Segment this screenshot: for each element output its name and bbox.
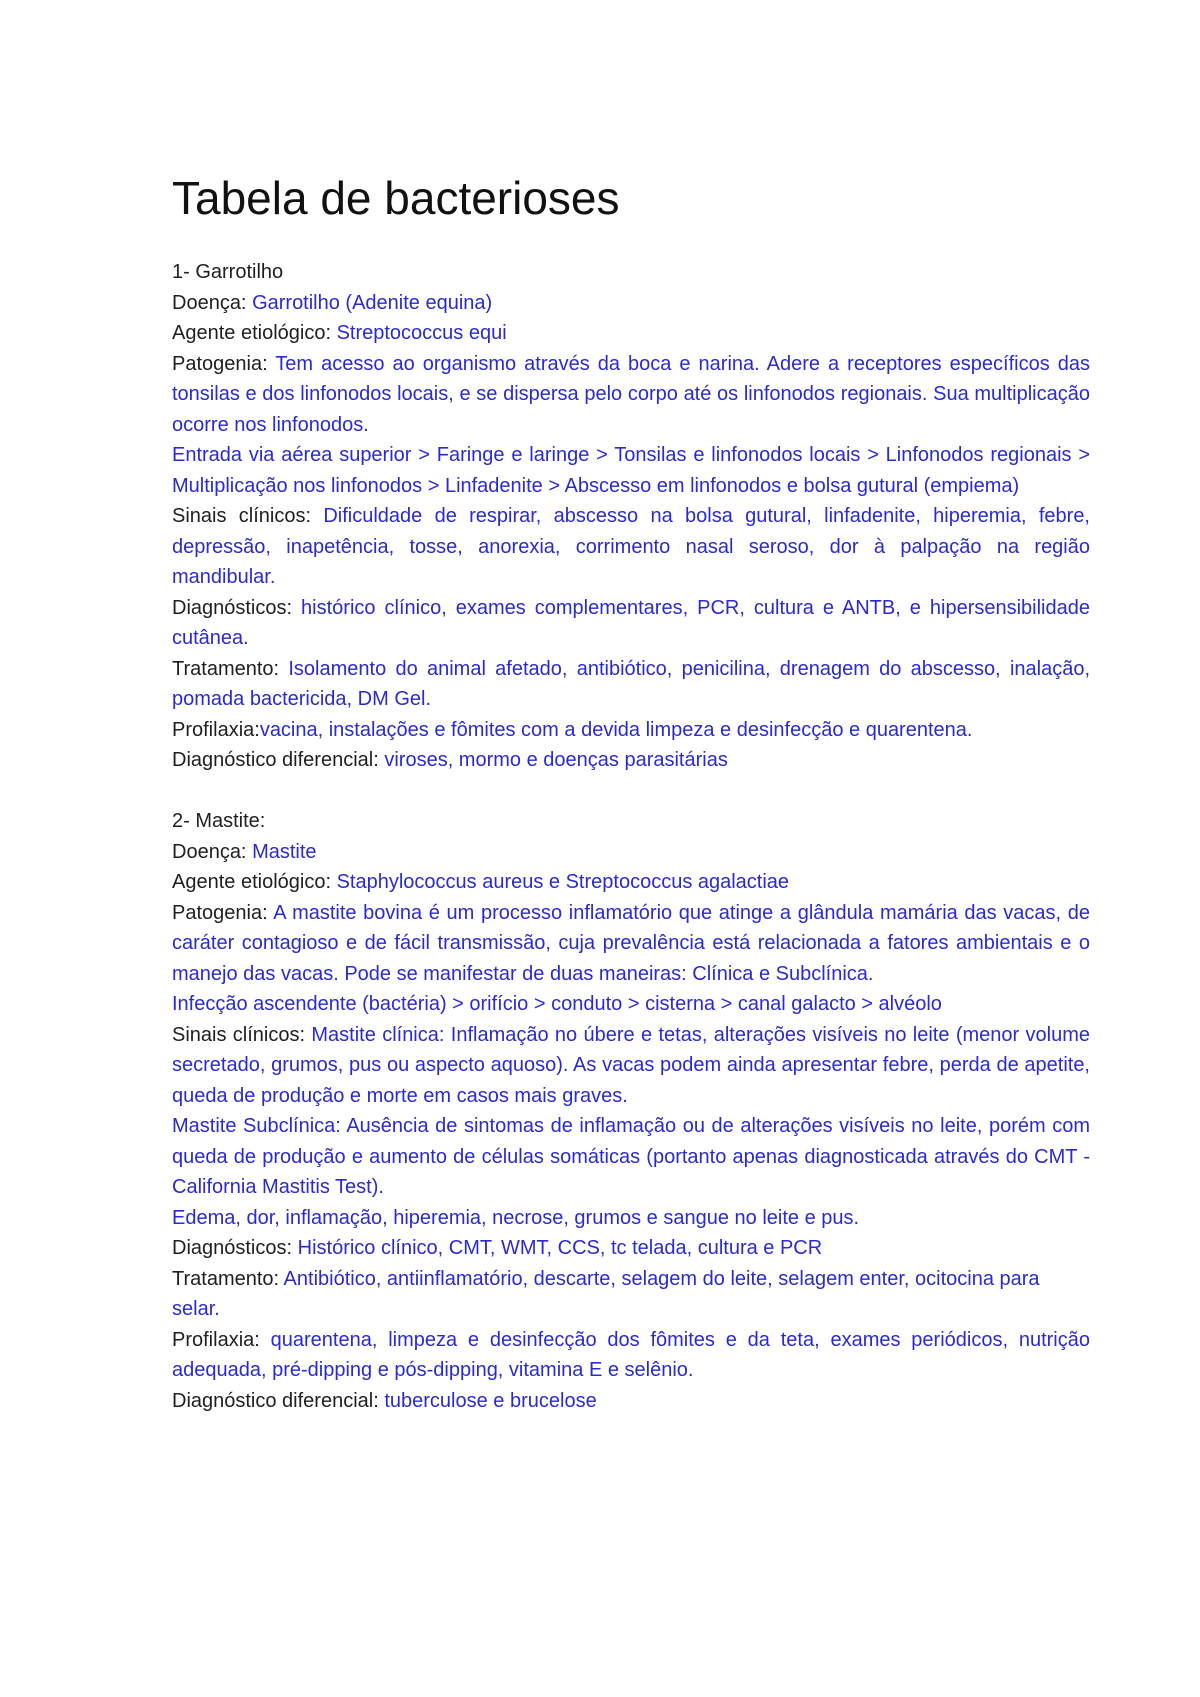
agent-line	[172, 318, 1090, 349]
differential-line	[172, 745, 1090, 776]
document-title: Tabela de bacterioses	[172, 172, 620, 224]
clinical-signs-value: Mastite clínica: Inflamação no úbere e tetas, alterações visíveis no leite (menor volume secretado, grumos, pus ou aspecto aquoso). As vacas podem ainda apresentar febre, perda de apetite, queda de produção e morte em casos mais graves.	[172, 1023, 1090, 1107]
clinical-signs-line	[172, 1020, 1090, 1112]
agent-value: Staphylococcus aureus e Streptococcus agalactiae	[336, 871, 790, 893]
section-heading: 1- Garrotilho	[172, 261, 284, 283]
diagnosis-value: Histórico clínico, CMT, WMT, CCS, tc telada, cultura e PCR	[297, 1237, 823, 1259]
clinical-signs-extra: Edema, dor, inflamação, hiperemia, necrose, grumos e sangue no leite e pus.	[172, 1206, 860, 1229]
diagnosis-label: Diagnósticos:	[172, 596, 302, 619]
pathogenesis-flow: Infecção ascendente (bactéria) > orifício > conduto > cisterna > canal galacto > alvéolo	[172, 993, 942, 1015]
pathogenesis-line	[172, 349, 1090, 441]
section-mastite	[172, 806, 1090, 1416]
diagnosis-label: Diagnósticos:	[172, 1237, 298, 1259]
agent-line	[172, 867, 1090, 898]
pathogenesis-label: Patogenia:	[172, 352, 276, 375]
differential-label: Diagnóstico diferencial:	[172, 749, 385, 771]
disease-label: Doença:	[172, 291, 253, 314]
treatment-line	[172, 1264, 1090, 1325]
diagnosis-line	[172, 1233, 1090, 1264]
clinical-signs-subclinical: Mastite Subclínica: Ausência de sintomas de inflamação ou de alterações visíveis no leite, porém com queda de produção e aumento de células somáticas (portanto apenas diagnosticada através do CMT - California Mastitis Test).	[172, 1115, 1090, 1198]
section-garrotilho	[172, 257, 1090, 776]
agent-value: Streptococcus equi	[336, 322, 507, 344]
disease-line	[172, 288, 1090, 319]
clinical-signs-value: Dificuldade de respirar, abscesso na bolsa gutural, linfadenite, hiperemia, febre, depressão, inapetência, tosse, anorexia, corrimento nasal seroso, dor à palpação na região mandibular.	[172, 505, 1090, 588]
disease-label: Doença:	[172, 840, 253, 863]
treatment-value: Antibiótico, antiinflamatório, descarte, selagem do leite, selagem enter, ocitocina para selar.	[172, 1267, 1040, 1320]
treatment-label: Tratamento:	[172, 657, 289, 680]
clinical-signs-label: Sinais clínicos:	[172, 1023, 312, 1046]
clinical-signs-line	[172, 501, 1090, 593]
differential-label: Diagnóstico diferencial:	[172, 1389, 385, 1412]
prophylaxis-label: Profilaxia:	[172, 1328, 271, 1351]
clinical-signs-label: Sinais clínicos:	[172, 505, 324, 527]
document-page	[172, 170, 1090, 1416]
pathogenesis-flow: Entrada via aérea superior > Faringe e laringe > Tonsilas e linfonodos locais > Linfonodos regionais > Multiplicação nos linfonodos > Linfadenite > Abscesso em linfonodos e bolsa gutural (empiema)	[172, 444, 1090, 497]
treatment-label: Tratamento:	[172, 1267, 284, 1290]
differential-line	[172, 1386, 1090, 1417]
differential-value: viroses, mormo e doenças parasitárias	[384, 749, 728, 771]
agent-label: Agente etiológico:	[172, 322, 337, 344]
treatment-value: Isolamento do animal afetado, antibiótico, penicilina, drenagem do abscesso, inalação, pomada bactericida, DM Gel.	[172, 657, 1091, 710]
diagnosis-line	[172, 593, 1090, 654]
diagnosis-value: histórico clínico, exames complementares, PCR, cultura e ANTB, e hipersensibilidade cutânea.	[172, 596, 1090, 649]
agent-label: Agente etiológico:	[172, 871, 337, 893]
differential-value: tuberculose e brucelose	[384, 1389, 597, 1412]
prophylaxis-line	[172, 1325, 1090, 1386]
prophylaxis-value: vacina, instalações e fômites com a devida limpeza e desinfecção e quarentena.	[259, 718, 973, 741]
disease-value: Garrotilho (Adenite equina)	[252, 291, 493, 314]
treatment-line	[172, 654, 1090, 715]
disease-value: Mastite	[252, 840, 317, 863]
pathogenesis-value: Tem acesso ao organismo através da boca e narina. Adere a receptores específicos das tonsilas e dos linfonodos locais, e se dispersa pelo corpo até os linfonodos regionais. Sua multiplicação ocorre nos linfonodos.	[172, 352, 1090, 436]
prophylaxis-line	[172, 715, 1090, 746]
disease-line	[172, 837, 1090, 868]
pathogenesis-label: Patogenia:	[172, 901, 274, 924]
prophylaxis-label: Profilaxia:	[172, 718, 260, 741]
prophylaxis-value: quarentena, limpeza e desinfecção dos fômites e da teta, exames periódicos, nutrição adequada, pré-dipping e pós-dipping, vitamina E e selênio.	[172, 1328, 1090, 1381]
section-heading: 2- Mastite:	[172, 810, 266, 832]
pathogenesis-line	[172, 898, 1090, 990]
pathogenesis-value: A mastite bovina é um processo inflamatório que atinge a glândula mamária das vacas, de caráter contagioso e de fácil transmissão, cuja prevalência está relacionada a fatores ambientais e o manejo das vacas. Pode se manifestar de duas maneiras: Clínica e Subclínica.	[172, 901, 1091, 985]
